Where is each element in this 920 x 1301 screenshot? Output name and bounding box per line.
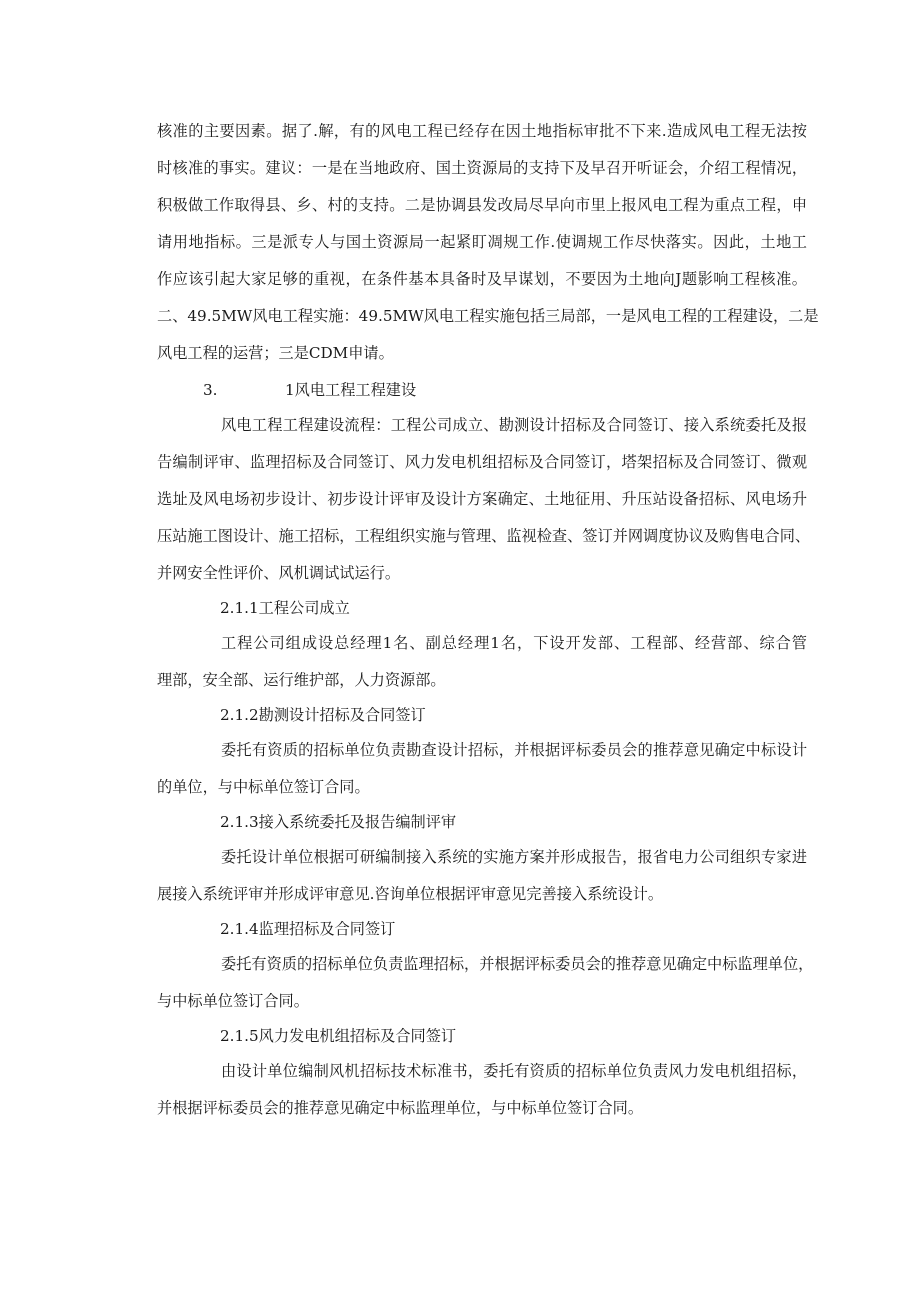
body-line: 风电工程的运营；三是CDM申请。 [157, 344, 394, 362]
subsection-heading-2-1-3: 2.1.3接入系统委托及报告编制评审 [220, 813, 457, 831]
subsection-heading-2-1-2: 2.1.2勘测设计招标及合同签订 [220, 706, 426, 724]
flow-line: 告编制评审、监理招标及合同签订、风力发电机组招标及合同签订，塔架招标及合同签订、微观 [157, 453, 807, 471]
subsection-heading-2-1-1: 2.1.1工程公司成立 [220, 599, 350, 617]
paragraph-line: 委托有资质的招标单位负责监理招标，并根据评标委员会的推荐意见确定中标监理单位， [221, 955, 814, 973]
body-line: 时核准的事实。建议：一是在当地政府、国土资源局的支持下及早召开听证会，介绍工程情况， [157, 159, 807, 177]
paragraph-line: 委托有资质的招标单位负责勘查设计招标，并根据评标委员会的推荐意见确定中标设计 [221, 741, 807, 759]
flow-line: 并网安全性评价、风机调试试运行。 [157, 564, 400, 582]
paragraph-line: 委托设计单位根据可研编制接入系统的实施方案并形成报告，报省电力公司组织专家进 [221, 848, 807, 866]
paragraph-line: 并根据评标委员会的推荐意见确定中标监理单位，与中标单位签订合同。 [157, 1099, 643, 1117]
paragraph-line: 工程公司组成设总经理1名、副总经理1名，下设开发部、工程部、经营部、综合管 [221, 634, 807, 652]
body-line: 请用地指标。三是派专人与国土资源局一起紧盯凋规工作.使调规工作尽快落实。因此，土地工 [157, 233, 807, 251]
body-line: 二、49.5MW风电工程实施：49.5MW风电工程实施包括三局部，一是风电工程的工程建设，二是 [157, 307, 819, 325]
flow-line: 压站施工图设计、施工招标，工程组织实施与管理、监视检查、签订并网调度协议及购售电合同、 [157, 527, 811, 545]
paragraph-line: 由设计单位编制风机招标技术标准书，委托有资质的招标单位负责风力发电机组招标， [221, 1062, 807, 1080]
section-title: 1风电工程工程建设 [285, 381, 417, 399]
subsection-heading-2-1-4: 2.1.4监理招标及合同签订 [220, 920, 396, 938]
paragraph-line: 的单位，与中标单位签订合同。 [157, 778, 370, 796]
body-line: 积极做工作取得县、乡、村的支持。二是协调县发改局尽早向市里上报风电工程为重点工程，申 [157, 196, 807, 214]
flow-line: 选址及风电场初步设计、初步设计评审及设计方案确定、土地征用、升压站设备招标、风电场升 [157, 490, 807, 508]
paragraph-line: 展接入系统评审并形成评审意见.咨询单位根据评审意见完善接入系统设计。 [157, 885, 664, 903]
paragraph-line: 与中标单位签订合同。 [157, 992, 309, 1010]
section-number: 3. [203, 381, 218, 399]
body-line: 作应该引起大家足够的重视，在条件基本具备时及早谋划，不要因为土地向J题影响工程核准。 [157, 270, 807, 288]
flow-line: 风电工程工程建设流程：工程公司成立、勘测设计招标及合同签订、接入系统委托及报 [221, 416, 807, 434]
paragraph-line: 理部，安全部、运行维护部，人力资源部。 [157, 671, 446, 689]
body-line: 核准的主要因素。据了.解，有的风电工程已经存在因土地指标审批不下来.造成风电工程无法按 [157, 122, 807, 140]
subsection-heading-2-1-5: 2.1.5风力发电机组招标及合同签订 [220, 1027, 457, 1045]
